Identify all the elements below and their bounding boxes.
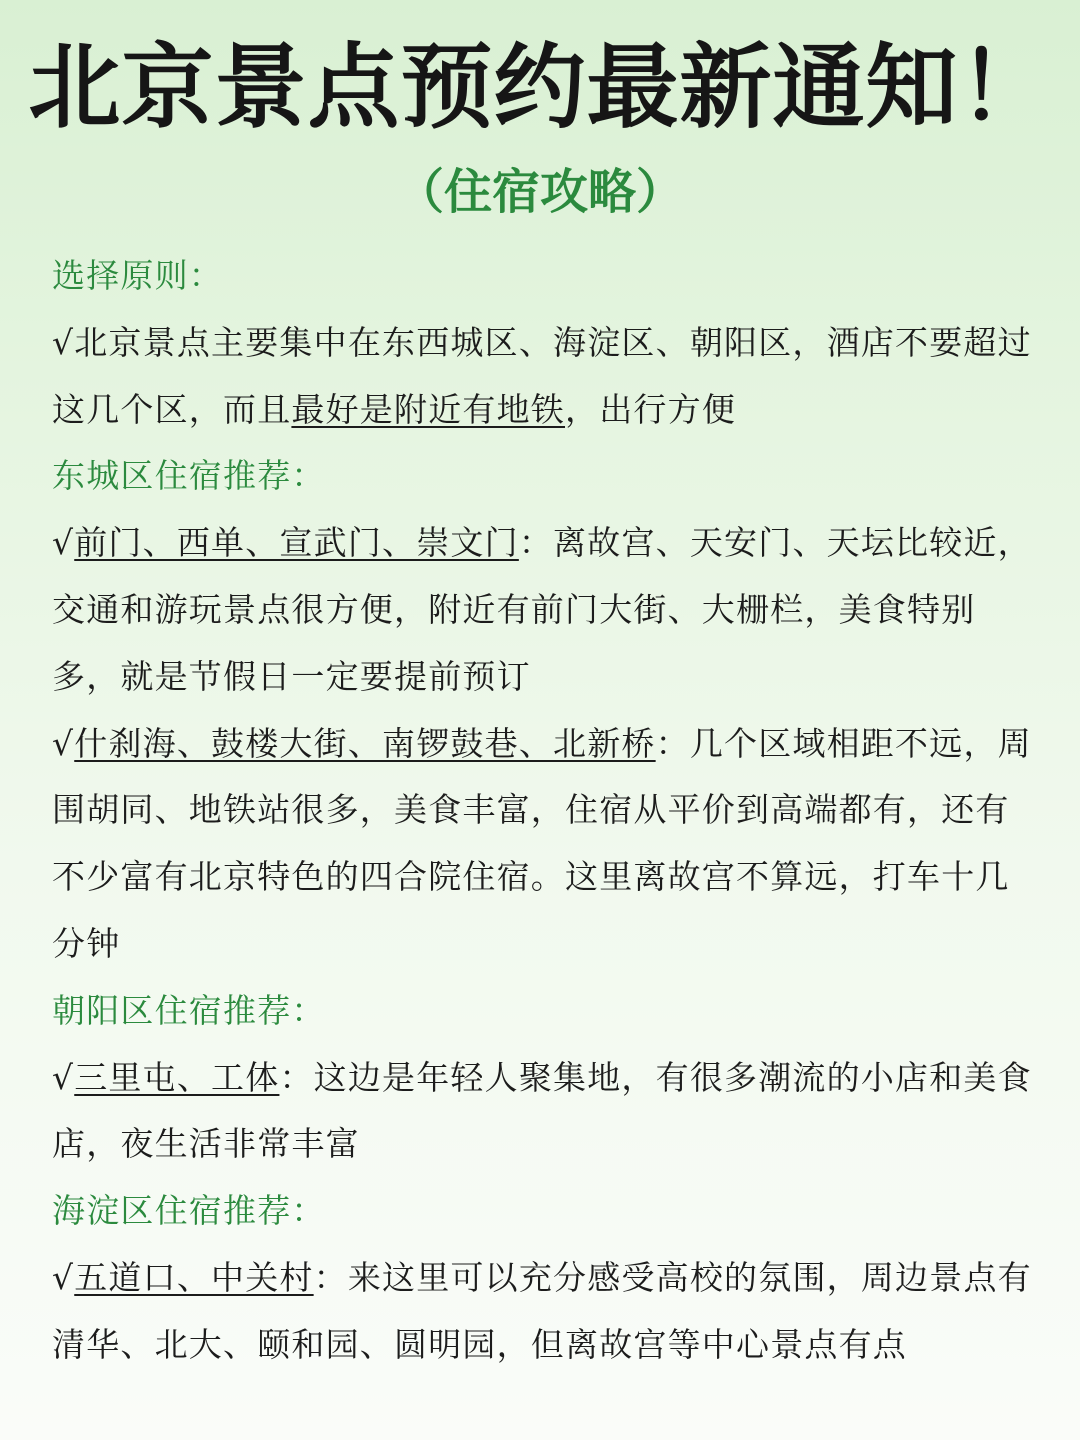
item-text: ：来这里可以充分感受高校的氛围，周边景点有清华、北大、颐和园、圆明园，但离故宫等中心景点有点 (52, 1257, 1032, 1364)
item-text-tail: ，出行方便 (565, 389, 737, 429)
item-highlight: 三里屯、工体 (74, 1057, 280, 1097)
check-icon: √ (52, 723, 75, 763)
section-heading-chaoyang: 朝阳区住宿推荐： (52, 990, 326, 1030)
item-text: ：几个区域相距不远，周围胡同、地铁站很多，美食丰富，住宿从平价到高端都有，还有不少富有北京特色的四合院住宿。这里离故宫不算远，打车十几分钟 (52, 723, 1032, 963)
item-highlight: 什刹海、鼓楼大街、南锣鼓巷、北新桥 (74, 723, 656, 763)
list-item (52, 1245, 1042, 1379)
list-item (52, 510, 1042, 710)
page-title: 北京景点预约最新通知！ (28, 33, 1052, 141)
page-subtitle: （住宿攻略） (395, 164, 684, 220)
item-highlight: 五道口、中关村 (74, 1257, 314, 1297)
list-item (52, 711, 1042, 978)
section-heading-dongcheng: 东城区住宿推荐： (52, 456, 326, 496)
check-icon: √ (52, 1257, 75, 1297)
item-highlight: 最好是附近有地铁 (291, 389, 566, 429)
item-text: ：离故宫、天安门、天坛比较近，交通和游玩景点很方便，附近有前门大街、大栅栏，美食特别多，就是节假日一定要提前预订 (52, 523, 1032, 696)
check-icon: √ (52, 1057, 75, 1097)
article-body (52, 243, 1042, 1379)
item-text: 北京景点主要集中在东西城区、海淀区、朝阳区，酒店不要超过这几个区，而且 (52, 322, 1032, 429)
check-icon: √ (52, 322, 75, 362)
list-item (52, 310, 1042, 444)
section-heading-principle: 选择原则： (52, 256, 223, 295)
list-item (52, 1045, 1042, 1179)
item-text: ：这边是年轻人聚集地，有很多潮流的小店和美食店，夜生活非常丰富 (52, 1057, 1032, 1164)
check-icon: √ (52, 523, 75, 563)
item-highlight: 前门、西单、宣武门、崇文门 (74, 523, 519, 563)
section-heading-haidian: 海淀区住宿推荐： (52, 1191, 326, 1231)
